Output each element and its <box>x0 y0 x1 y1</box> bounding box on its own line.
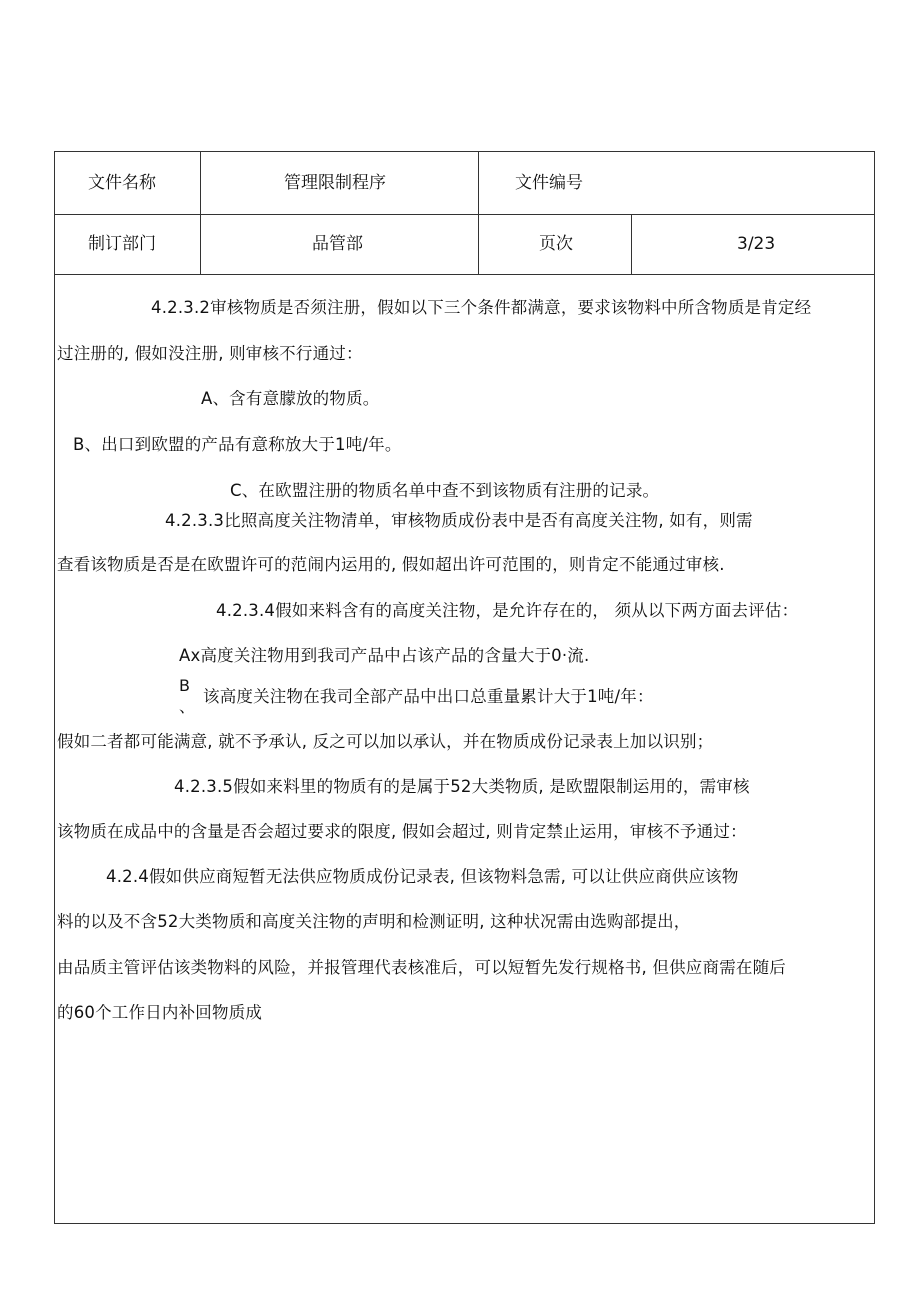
doc-number-label: 文件编号 <box>515 173 583 193</box>
row-divider-1 <box>55 214 874 215</box>
document-table <box>54 151 875 1224</box>
body-line-5: C、在欧盟注册的物质名单中查不到该物质有注册的记录。 <box>230 481 660 500</box>
body-line-16: 由品质主管评估该类物料的风险，并报管理代表核准后，可以短暂先发行规格书, 但供应商需在随后 <box>57 958 786 977</box>
body-line-1: 4.2.3.2审核物质是否须注册，假如以下三个条件都满意，要求该物料中所含物质是肯定经 <box>151 298 812 317</box>
doc-name-label: 文件名称 <box>88 173 156 193</box>
col-divider-2 <box>478 152 479 274</box>
page-value: 3/23 <box>737 234 776 254</box>
body-line-9: Ax高度关注物用到我司产品中占该产品的含量大于0·流. <box>179 646 590 665</box>
department-label: 制订部门 <box>88 234 156 254</box>
body-line-17: 的60个工作日内补回物质成 <box>57 1003 263 1022</box>
body-line-14: 4.2.4假如供应商短暂无法供应物质成份记录表, 但该物料急需, 可以让供应商供应该物 <box>106 867 739 886</box>
body-line-13: 该物质在成品中的含量是否会超过要求的限度, 假如会超过, 则肯定禁止运用，审核不予通过： <box>57 822 747 841</box>
body-line-7: 查看该物质是否是在欧盟许可的范闹内运用的, 假如超出许可范围的，则肯定不能通过审核. <box>57 555 725 574</box>
department-value: 品管部 <box>312 234 363 254</box>
page-label: 页次 <box>539 234 573 254</box>
body-line-8: 4.2.3.4假如来料含有的高度关注物，是允许存在的， 须从以下两方面去评估： <box>216 601 799 620</box>
body-line-10: 该高度关注物在我司全部产品中出口总重量累计大于1吨/年： <box>203 687 654 706</box>
body-line-6: 4.2.3.3比照高度关注物清单，审核物质成份表中是否有高度关注物, 如有，则需 <box>165 511 753 530</box>
b-mark-letter: B <box>179 676 190 695</box>
body-line-11: 假如二者都可能满意, 就不予承认, 反之可以加以承认，并在物质成份记录表上加以识别； <box>57 732 714 751</box>
body-line-3: A、含有意朦放的物质。 <box>201 389 380 408</box>
row-divider-2 <box>55 274 874 275</box>
body-line-4: B、出口到欧盟的产品有意称放大于1吨/年。 <box>73 435 402 454</box>
body-line-15: 料的以及不含52大类物质和高度关注物的声明和检测证明, 这种状况需由选购部提出， <box>57 912 691 931</box>
col-divider-1 <box>200 152 201 274</box>
b-mark-comma: 、 <box>179 697 196 716</box>
body-line-12: 4.2.3.5假如来料里的物质有的是属于52大类物质, 是欧盟限制运用的，需审核 <box>174 777 750 796</box>
col-divider-3 <box>631 214 632 274</box>
doc-name-value: 管理限制程序 <box>284 173 386 193</box>
body-line-2: 过注册的, 假如没注册, 则审核不行通过： <box>57 344 363 363</box>
